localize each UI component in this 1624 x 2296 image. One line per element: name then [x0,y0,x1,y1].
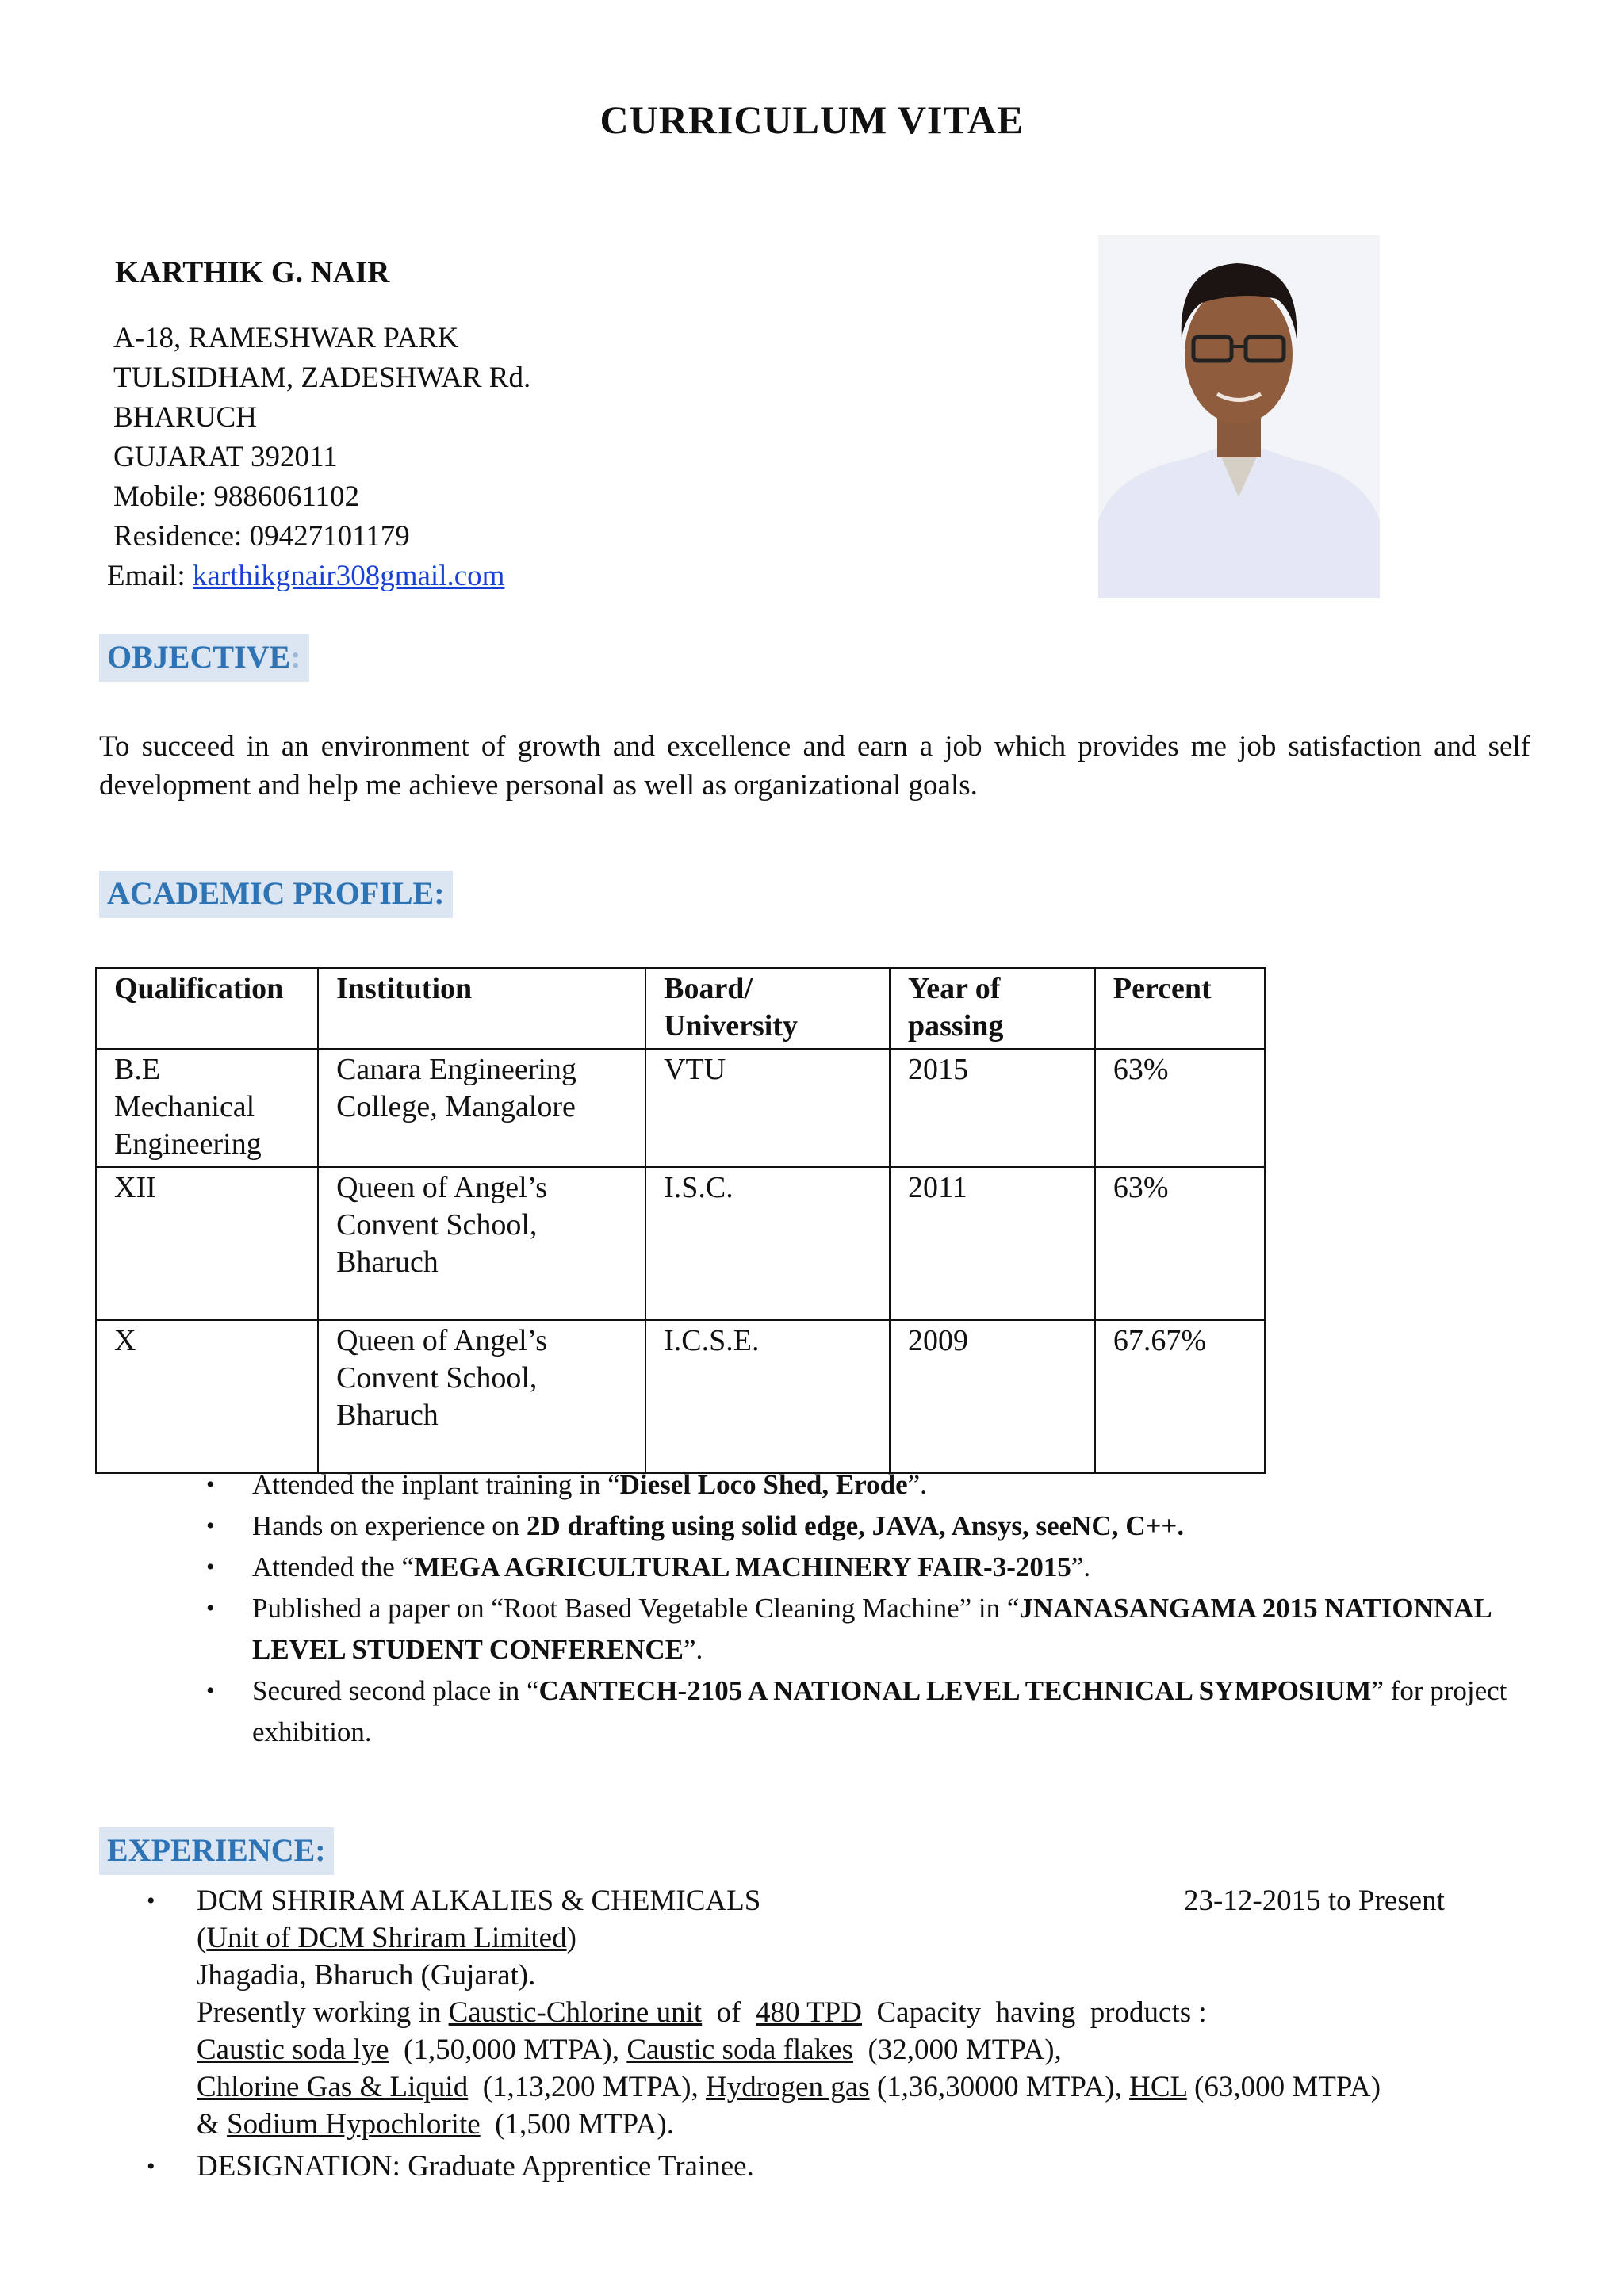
table-cell: Queen of Angel’s Convent School, Bharuch [318,1167,645,1320]
table-cell: B.E Mechanical Engineering [96,1049,318,1167]
list-item: • Attended the inplant training in “Diesel Loco Shed, Erode”. [206,1464,1570,1506]
column-header: Institution [318,968,645,1049]
bullet-icon: • [206,1678,215,1704]
list-item: • Attended the “MEGA AGRICULTURAL MACHINERY FAIR-3-2015”. [206,1547,1570,1588]
table-row [96,1049,1265,1167]
employment-dates: 23-12-2015 to Present [1184,1885,1445,1917]
activities-list [206,1464,1570,1753]
objective-heading-colon: : [290,639,301,675]
bullet-icon: • [206,1513,215,1539]
list-item: • Secured second place in “CANTECH-2105 A NATIONAL LEVEL TECHNICAL SYMPOSIUM” for project exhibition. [206,1670,1570,1753]
email-line [107,557,530,596]
table-cell: VTU [645,1049,890,1167]
objective-text: To succeed in an environment of growth and excellence and earn a job which provides me job satisfaction and self development and help me achieve personal as well as organizational goals. [99,730,1530,802]
table-cell: I.C.S.E. [645,1320,890,1473]
table-cell: 63% [1095,1167,1265,1320]
table-row [96,1320,1265,1473]
objective-heading [99,634,309,682]
table-cell: I.S.C. [645,1167,890,1320]
residence-number: Residence: 09427101179 [113,520,410,553]
address-line-1: A-18, RAMESHWAR PARK [113,322,459,354]
experience-list [147,1882,1558,2185]
academic-table [95,967,1266,1474]
list-item: • Published a paper on “Root Based Vegetable Cleaning Machine” in “JNANASANGAMA 2015 NATIONNAL LEVEL STUDENT CONFERENCE”. [206,1588,1570,1670]
designation-value: Graduate Apprentice Trainee. [408,2150,754,2183]
unit-line: (Unit of DCM Shriram Limited) [197,1922,576,1954]
address-line-2: TULSIDHAM, ZADESHWAR Rd. [113,362,531,394]
table-cell: 2009 [890,1320,1095,1473]
list-item [147,1882,1558,2143]
column-header: Qualification [96,968,318,1049]
email-link[interactable]: karthikgnair308gmail.com [192,560,505,592]
table-header-row [96,968,1265,1049]
portrait-photo-icon [1098,235,1380,598]
table-cell: XII [96,1167,318,1320]
products-line-3: & Sodium Hypochlorite (1,500 MTPA). [197,2108,674,2141]
list-item: • Hands on experience on 2D drafting using solid edge, JAVA, Ansys, seeNC, C++. [206,1506,1570,1547]
document-title: CURRICULUM VITAE [599,98,1025,142]
products-line-2: Chlorine Gas & Liquid (1,13,200 MTPA), Hydrogen gas (1,36,30000 MTPA), HCL (63,000 MTPA) [197,2071,1388,2103]
table-cell: Queen of Angel’s Convent School, Bharuch [318,1320,645,1473]
company-line [197,1882,1558,1919]
column-header: Year of passing [890,968,1095,1049]
email-label: Email: [107,560,186,592]
address-line-3: BHARUCH [113,401,257,434]
list-item: • DESIGNATION: Graduate Apprentice Trainee. [147,2148,1558,2185]
location-line: Jhagadia, Bharuch (Gujarat). [197,1959,536,1992]
table-cell: 63% [1095,1049,1265,1167]
mobile-number: Mobile: 9886061102 [113,480,360,513]
bullet-icon: • [206,1554,215,1580]
contact-block [107,319,531,596]
company-name: DCM SHRIRAM ALKALIES & CHEMICALS [197,1885,761,1917]
column-header: Percent [1095,968,1265,1049]
table-cell: 67.67% [1095,1320,1265,1473]
products-line-1: Caustic soda lye (1,50,000 MTPA), Caustic soda flakes (32,000 MTPA), [197,2034,1062,2066]
bullet-icon: • [206,1595,215,1621]
profile-photo [1098,235,1380,598]
experience-heading: EXPERIENCE: [99,1827,334,1875]
candidate-name: KARTHIK G. NAIR [115,255,390,289]
academic-heading: ACADEMIC PROFILE: [99,871,453,918]
address-line-4: GUJARAT 392011 [113,441,338,473]
objective-heading-text: OBJECTIVE [107,639,291,675]
designation-label: DESIGNATION [197,2150,393,2183]
table-cell: 2015 [890,1049,1095,1167]
table-cell: X [96,1320,318,1473]
bullet-icon: • [206,1471,215,1498]
column-header: Board/ University [645,968,890,1049]
unit-name: Unit of DCM Shriram Limited [206,1922,567,1954]
table-row [96,1167,1265,1320]
table-cell: Canara Engineering College, Mangalore [318,1049,645,1167]
table-cell: 2011 [890,1167,1095,1320]
work-line: Presently working in Caustic-Chlorine unit of 480 TPD Capacity having products : [197,1996,1207,2029]
bullet-icon: • [147,1888,155,1914]
bullet-icon: • [147,2153,155,2179]
